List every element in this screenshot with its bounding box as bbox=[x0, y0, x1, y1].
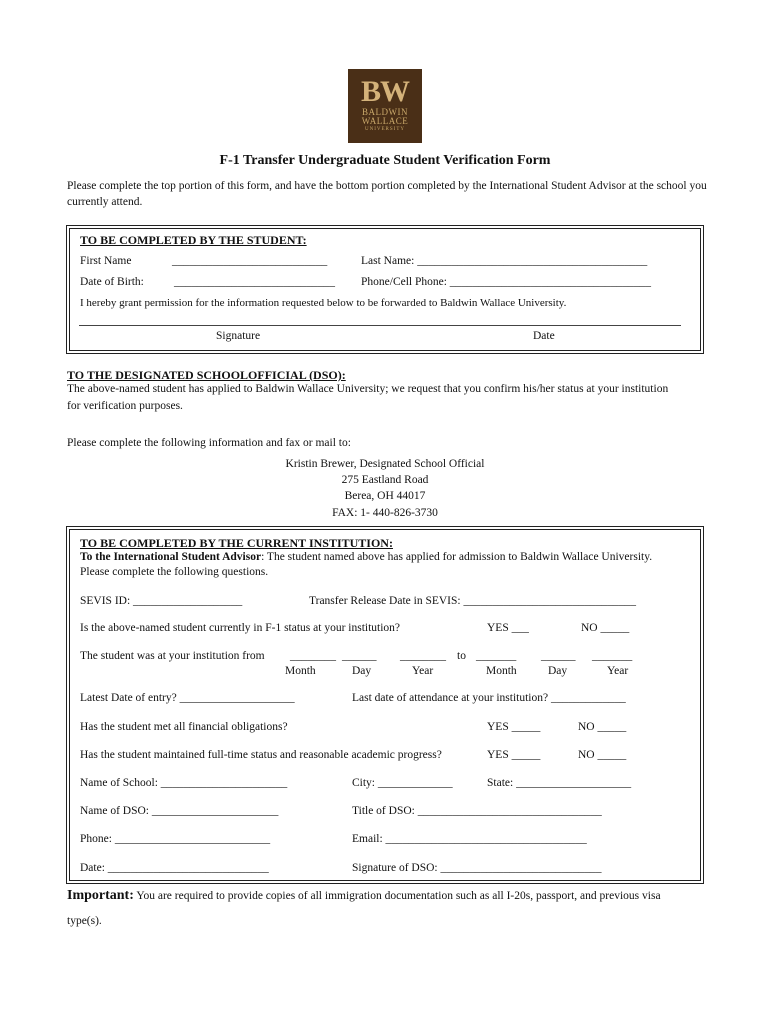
transfer-release-field[interactable]: Transfer Release Date in SEVIS: ______________________________ bbox=[309, 595, 636, 607]
to-day-label: Day bbox=[548, 665, 568, 677]
advisor-label: To the International Student Advisor bbox=[80, 551, 262, 563]
important-text: You are required to provide copies of all immigration documentation such as all I-20s, passport, and previous visa bbox=[133, 890, 661, 902]
fulltime-question: Has the student maintained full-time status and reasonable academic progress? bbox=[80, 749, 442, 761]
address-city: Berea, OH 44017 bbox=[344, 490, 426, 502]
fulltime-no[interactable]: NO _____ bbox=[578, 749, 627, 761]
baldwin-wallace-logo bbox=[348, 69, 422, 143]
institution-section-box bbox=[66, 526, 704, 884]
important-note bbox=[67, 888, 661, 904]
institution-heading: TO BE COMPLETED BY THE CURRENT INSTITUTION: bbox=[80, 536, 393, 550]
first-name-label: First Name bbox=[80, 255, 132, 267]
dso-name-field[interactable]: Name of DSO: ______________________ bbox=[80, 805, 279, 817]
from-day-label: Day bbox=[352, 665, 372, 677]
address-fax: FAX: 1- 440-826-3730 bbox=[332, 507, 438, 519]
permission-text: I hereby grant permission for the information requested below to be forwarded to Baldwin Wallace University. bbox=[80, 297, 567, 309]
logo-mark: BW bbox=[360, 75, 409, 108]
intro-line-1: Please complete the top portion of this form, and have the bottom portion completed by the International Student Advisor at the school you bbox=[67, 180, 707, 192]
first-name-field[interactable]: ___________________________ bbox=[172, 255, 328, 267]
intro-line-2: currently attend. bbox=[67, 196, 143, 208]
f1-status-no[interactable]: NO _____ bbox=[581, 622, 630, 634]
to-month-label: Month bbox=[486, 665, 517, 677]
dso-title-field[interactable]: Title of DSO: ________________________________ bbox=[352, 805, 602, 817]
signature-date-label: Date bbox=[533, 330, 555, 342]
institution-phone-field[interactable]: Phone: ___________________________ bbox=[80, 833, 271, 845]
last-attendance-field[interactable]: Last date of attendance at your institution? _____________ bbox=[352, 692, 626, 704]
student-heading: TO BE COMPLETED BY THE STUDENT: bbox=[80, 233, 307, 247]
school-name-field[interactable]: Name of School: ______________________ bbox=[80, 777, 288, 789]
address-street: 275 Eastland Road bbox=[341, 474, 429, 486]
signature-line[interactable] bbox=[79, 325, 681, 326]
advisor-line-1 bbox=[80, 551, 652, 563]
logo-line-2: WALLACE bbox=[361, 116, 409, 126]
to-year-label: Year bbox=[607, 665, 629, 677]
latest-entry-field[interactable]: Latest Date of entry? ____________________ bbox=[80, 692, 295, 704]
to-day-field[interactable]: ______ bbox=[541, 650, 576, 662]
phone-field[interactable]: Phone/Cell Phone: ___________________________________ bbox=[361, 276, 652, 288]
institution-date-field[interactable]: Date: ____________________________ bbox=[80, 862, 269, 874]
financial-yes[interactable]: YES _____ bbox=[487, 721, 541, 733]
dso-line-1: The above-named student has applied to Baldwin Wallace University; we request that you confirm his/her status at your institution bbox=[67, 383, 669, 395]
advisor-line-2: Please complete the following questions. bbox=[80, 566, 269, 578]
signature-label: Signature bbox=[216, 330, 261, 342]
important-label: Important: bbox=[67, 888, 134, 903]
logo-line-1: BALDWIN bbox=[362, 107, 408, 117]
f1-status-question: Is the above-named student currently in F-1 status at your institution? bbox=[80, 622, 401, 634]
address-name: Kristin Brewer, Designated School Official bbox=[285, 458, 485, 470]
advisor-text: : The student named above has applied for admission to Baldwin Wallace University. bbox=[261, 551, 653, 563]
to-month-field[interactable]: _______ bbox=[476, 650, 517, 662]
from-text: The student was at your institution from bbox=[80, 650, 265, 662]
dso-signature-field[interactable]: Signature of DSO: ____________________________ bbox=[352, 862, 602, 874]
financial-no[interactable]: NO _____ bbox=[578, 721, 627, 733]
dob-label: Date of Birth: bbox=[80, 276, 144, 288]
dso-heading: TO THE DESIGNATED SCHOOLOFFICIAL (DSO): bbox=[67, 368, 346, 382]
financial-question: Has the student met all financial obligations? bbox=[80, 721, 288, 733]
from-month-label: Month bbox=[285, 665, 316, 677]
city-field[interactable]: City: _____________ bbox=[352, 777, 453, 789]
state-field[interactable]: State: ____________________ bbox=[487, 777, 632, 789]
email-field[interactable]: Email: ___________________________________ bbox=[352, 833, 587, 845]
to-year-field[interactable]: _______ bbox=[592, 650, 633, 662]
to-text: to bbox=[457, 650, 466, 662]
from-month-field[interactable]: ________ bbox=[290, 650, 336, 662]
last-name-field[interactable]: Last Name: ________________________________________ bbox=[361, 255, 648, 267]
fulltime-yes[interactable]: YES _____ bbox=[487, 749, 541, 761]
fax-prompt: Please complete the following information and fax or mail to: bbox=[67, 437, 351, 449]
dso-line-2: for verification purposes. bbox=[67, 400, 183, 412]
f1-status-yes[interactable]: YES ___ bbox=[487, 622, 529, 634]
logo-line-3: UNIVERSITY bbox=[365, 127, 405, 132]
from-year-label: Year bbox=[412, 665, 434, 677]
from-year-field[interactable]: ________ bbox=[400, 650, 446, 662]
dob-field[interactable]: ____________________________ bbox=[174, 276, 335, 288]
sevis-id-field[interactable]: SEVIS ID: ___________________ bbox=[80, 595, 243, 607]
from-day-field[interactable]: ______ bbox=[342, 650, 377, 662]
page-title: F-1 Transfer Undergraduate Student Verification Form bbox=[219, 153, 551, 168]
important-line-2: type(s). bbox=[67, 915, 102, 927]
